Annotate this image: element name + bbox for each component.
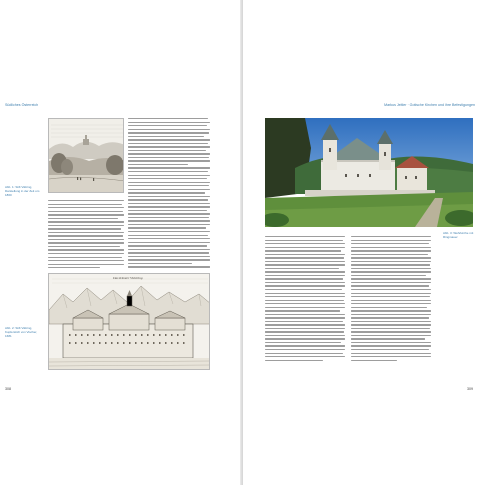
figure-fortified-church-photo: [265, 118, 473, 227]
right-text-column-left: [265, 236, 345, 363]
figure2-title: Das Kloster Vicktring: [113, 276, 143, 280]
left-text-column-upper: [128, 118, 210, 270]
landscape-lithograph-icon: [49, 119, 124, 193]
figure1-caption: Abb. 1: Stift Viktring, Darstellung in der Zeit um 1860: [5, 185, 40, 197]
fortified-church-photo-icon: [265, 118, 473, 227]
figure-monastery-engraving: [48, 273, 210, 370]
figure-landscape-lithograph: [48, 118, 124, 193]
left-text-column-lower: [48, 200, 124, 271]
right-running-head: Markus Jeitler · Gotische Kirchen und ihre Befestigungen: [384, 103, 475, 107]
left-running-head: Südliches Österreich: [5, 103, 39, 107]
figure2-caption: Abb. 2: Stift Viktring, Kupferstich von Vischer, 1681: [5, 326, 38, 338]
photo-caption: Abb. 3: Wehrkirche mit Ringmauer: [443, 231, 474, 239]
right-text-column-right: [351, 236, 431, 363]
monastery-engraving-icon: [49, 274, 210, 370]
left-page: [0, 0, 242, 485]
left-folio: 308: [5, 387, 11, 391]
right-page: [243, 0, 485, 485]
right-folio: 309: [467, 387, 473, 391]
